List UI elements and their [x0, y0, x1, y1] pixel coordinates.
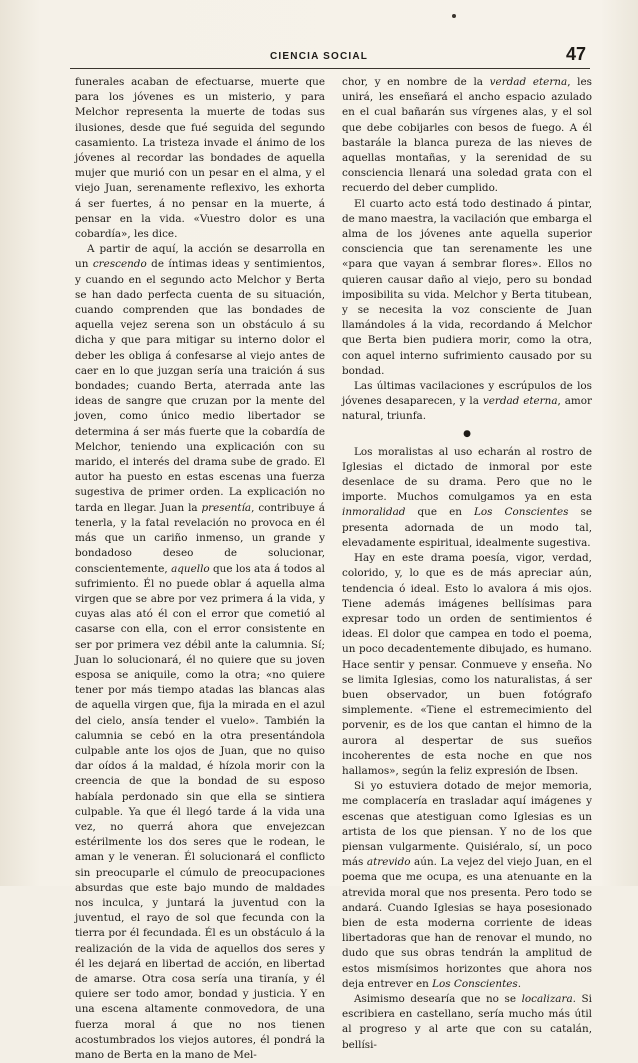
- paragraph: funerales acaban de efectuarse, muerte que para los jóvenes es un misterio, y para Melchor representa la muerte de todas sus ilusiones, desde que fué seguida del segundo casamiento. La tristeza invade el ánimo de los jóvenes al recordar las bondades de aquella mujer que murió con un pesar en el alma, y el viejo Juan, serenamente reflexivo, les exhorta á ser fuertes, á no pensar en la muerte, á pensar en la vida. «Vuestro dolor es una cobardía», les dice.: [75, 76, 325, 241]
- paragraph: Si yo estuviera dotado de mejor memoria, me complacería en trasladar aquí imágenes y escenas que atestiguan como Iglesias es un artista de los que piensan. Y no de los que piensan vulgarmente. Quisiéralo, sí, un poco más atrevido aún. La vejez del viejo Juan, en el poema que me ocupa, es una atenuante en la atrevida moral que nos presenta. Pero todo se andará. Cuando Iglesias se haya posesionado bien de esta moderna corriente de ideas libertadoras que han de renovar el mundo, no dudo que sus obras tendrán la amplitud de estos mismísimos horizontes que ahora nos deja entrever en Los Conscientes.: [342, 780, 592, 990]
- running-title: CIENCIA SOCIAL: [270, 51, 369, 62]
- section-separator: ●: [463, 428, 471, 439]
- paragraph: Hay en este drama poesía, vigor, verdad, colorido, y, lo que es de más apreciar aún, tendencia ó ideal. Esto lo avalora á mis ojos. Tiene además imágenes bellísimas para expresar todo un orden de sentimientos é ideas. El dolor que campea en todo el poema, un poco decadentemente dibujado, es humano. Hace sentir y pensar. Conmueve y enseña. No se limita Iglesias, como los naturalistas, á ser buen observador, un buen fotógrafo simplemente. «Tiene el estremecimiento del porvenir, es de los que cantan el himno de la aurora al despertar de sus sueños incoherentes de esta noche en que nos hallamos», según la feliz expresión de Ibsen.: [342, 552, 592, 777]
- page-number: 47: [565, 44, 586, 64]
- paragraph: chor, y en nombre de la verdad eterna, les unirá, les enseñará el ancho espacio azulado en el cual bañarán sus vírgenes alas, y el sol que debe cobijarles con besos de fuego. A él bastarále la blanca pureza de las nieves de aquellas montañas, y la serenidad de su consciencia llenará una soledad grata con el recuerdo del deber cumplido.: [342, 76, 592, 195]
- running-header: [70, 42, 590, 69]
- paragraph: Las últimas vacilaciones y escrúpulos de los jóvenes desaparecen, y la verdad eterna, amor natural, triunfa.: [342, 380, 592, 423]
- left-column: [75, 75, 325, 1063]
- right-column: [342, 75, 592, 1053]
- paragraph: Asimismo desearía que no se localizara. Si escribiera en castellano, sería mucho más útil al progreso y al arte que con su catalán, bellísi-: [342, 992, 592, 1051]
- print-mark: [452, 14, 456, 18]
- paragraph: Los moralistas al uso echarán al rostro de Iglesias el dictado de inmoral por este desenlace de su drama. Pero que no le importe. Muchos comulgamos ya en esta inmoralidad que en Los Conscientes se presenta adornada de un modo tal, elevadamente espiritual, idealmente sugestiva.: [342, 445, 592, 549]
- paragraph: A partir de aquí, la acción se desarrolla en un crescendo de íntimas ideas y sentimientos, y cuando en el segundo acto Melchor y Berta se han dado perfecta cuenta de su situación, cuando comprenden que las bondades de aquella vejez serena son un obstáculo á su dicha y que para mitigar su interno dolor el deber les obliga á confesarse al viejo antes de caer en lo que juzgan sería una traición á sus bondades; cuando Berta, aterrada ante las ideas de sangre que cruzan por la mente del joven, como único medio libertador se determina á ser más fuerte que la cobardía de Melchor, teniendo una explicación con su marido, el interés del drama sube de grado. El autor ha puesto en estas escenas una fuerza sugestiva de primer orden. La explicación no tarda en llegar. Juan la presentía, contribuye á tenerla, y la fatal revelación no provoca en él más que un cariño inmenso, un grande y bondadoso deseo de solucionar, conscientemente, aquello que los ata á todos al sufrimiento. Él no puede oblar á aquella alma virgen que se abre por vez primera á la vida, y cuyas alas ató él con el error que cometió al casarse con ella, con el error consistente en ser por primera vez débil ante la calumnia. Sí; Juan lo solucionará, él no quiere que su joven esposa se aniquile, como la otra; «no quiere tener por más tiempo atadas las blancas alas de aquella virgen que, fija la mirada en el azul del cielo, ansía tender el vuelo». También la calumnia se cebó en la otra presentándola culpable ante los ojos de Juan, que no quiso dar oídos á la maldad, é hízola morir con la creencia de que la bondad de su esposo habíala perdonado sin que ella se sintiera culpable. Ya que él llegó tarde á la vida una vez, no querrá ahora que envejezcan estérilmente los dos seres que le rodean, le aman y le veneran. Él solucionará el conflicto sin preocuparle el cúmulo de preocupaciones absurdas que este bajo mundo de maldades nos inculca, y juntará la juventud con la juventud, el rayo de sol que fecunda con la tierra por él fecundada. Él es un obstáculo á la realización de la vida de aquellos dos seres y él les dejará en libertad de acción, en libertad de amarse. Otra cosa sería una tiranía, y él quiere ser todo amor, bondad y justicia. Y en una escena altamente conmovedora, de una fuerza moral á que no nos tienen acostumbrados los viejos autores, él pondrá la mano de Berta en la mano de Mel-: [75, 243, 325, 1061]
- paragraph: El cuarto acto está todo destinado á pintar, de mano maestra, la vacilación que embarga el alma de los jóvenes ante aquella superior consciencia que tan serenamente les une «para que vayan á sembrar flores». Ellos no quieren causar daño al viejo, pero su bondad imposibilita su vida. Melchor y Berta titubean, y se necesita la voz consciente de Juan llamándoles á la vida, recordando á Melchor que Berta bien pudiera morir, como la otra, con aquel interno sufrimiento causado por su bondad.: [342, 197, 592, 377]
